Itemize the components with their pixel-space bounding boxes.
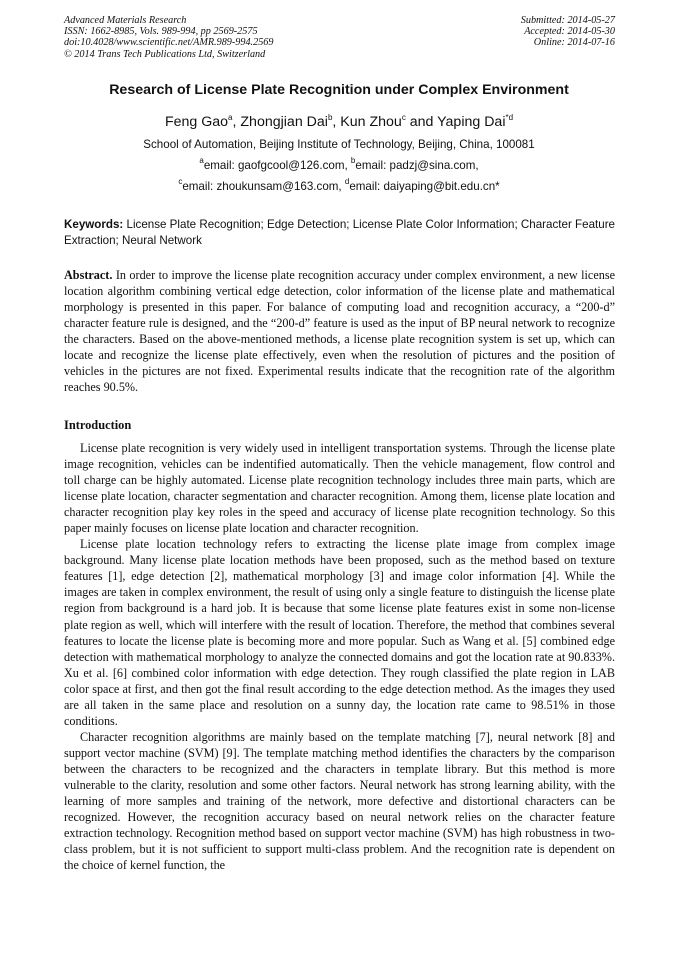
author-name: Zhongjian Dai	[240, 114, 328, 130]
email-b: email: padzj@sina.com,	[355, 159, 479, 172]
email-mark-b: b	[350, 156, 356, 165]
paragraph: Character recognition algorithms are mainly based on the template matching [7], neural network [8] and support vector machine (SVM) [9]. The template matching method identifies the characters by the comparison between the characters to be recognized and the characters in template library. But this method is more vulnerable to the clarity, resolution and some other factors. Neural network has strong learning ability, with the learning of more samples and training of the network, more defective and distortional characters can be recognized. However, the recognition accuracy based on neural network relies on the character feature extraction technology. Recognition method based on support vector machine (SVM) has high robustness in two-class problem, but it is not sufficient to support multi-class problem. And the recognition rate is dependent on the choice of kernel function, the	[64, 729, 615, 873]
affiliation: School of Automation, Beijing Institute of Technology, Beijing, China, 100081	[143, 138, 535, 151]
journal-copyright: © 2014 Trans Tech Publications Ltd, Switzerland	[64, 48, 266, 60]
author-name: Yaping Dai	[437, 114, 506, 130]
dates-header	[521, 15, 615, 49]
abstract-label: Abstract.	[64, 268, 113, 282]
email-a: email: gaofgcool@126.com,	[203, 159, 351, 172]
author-mark: a	[228, 113, 233, 122]
email-mark-a: a	[199, 156, 204, 165]
author-name: Kun Zhou	[340, 114, 402, 130]
keywords	[64, 217, 616, 248]
author-mark: *d	[505, 113, 514, 122]
submitted-date: Submitted: 2014-05-27	[520, 15, 615, 26]
journal-header	[64, 15, 273, 60]
introduction-body	[64, 440, 615, 873]
paragraph: License plate recognition is very widely used in intelligent transportation systems. Through the license plate image recognition, vehicles can be indentified automatically. Then the vehicle management, flow control and toll charge can be highly automated. License plate recognition technology includes three main parts, which are license plate location, character segmentation and character recognition. Among them, license plate location and character recognition play key roles in the speed and accuracy of license plate recognition technology. So this paper mainly focuses on license plate location and character recognition.	[64, 441, 615, 536]
author-separator: and	[405, 114, 438, 130]
keywords-label: Keywords:	[64, 218, 124, 231]
journal-doi: doi:10.4028/www.scientific.net/AMR.989-994.2569	[64, 37, 274, 49]
author-mark: b	[327, 113, 333, 122]
paper-title: Research of License Plate Recognition under Complex Environment	[109, 82, 569, 98]
email-line-2	[30, 177, 648, 193]
journal-name: Advanced Materials Research	[64, 15, 187, 26]
paragraph: License plate location technology refers to extracting the license plate image from complex image background. Many license plate location methods have been proposed, such as the method based on texture features [1], edge detection [2], mathematical morphology [3] and image color information [4]. While the images are taken in complex environment, the result of using only a single feature to distinguish the license plate region from background is a hard job. It is because that some license plate features exist in some non-license plate region as well, which will interfere with the result of location. Therefore, the method that combines several features to locate the license plate is becoming more and more popular. Such as Wang et al. [5] combined edge detection with mathematical morphology to analyze the connected domains and got the location rate at 90.833%. Xu et al. [6] combined color information with edge detection. They rough classified the plate region in LAB color space at first, and then got the final result according to the edge detection method. As the images they used are all taken in the same place and resolution on a sunny day, the location rate came to 98.51% in those conditions.	[64, 537, 615, 728]
abstract	[64, 267, 615, 395]
author-separator: ,	[232, 114, 241, 130]
email-line-1	[30, 156, 648, 172]
email-d: email: daiyaping@bit.edu.cn*	[349, 180, 500, 193]
email-mark-d: d	[344, 177, 350, 186]
author-list	[30, 114, 648, 130]
keywords-text: License Plate Recognition; Edge Detection; License Plate Color Information; Character Feature Extraction; Neural Network	[64, 218, 615, 247]
email-mark-c: c	[178, 177, 183, 186]
author-mark: c	[401, 113, 406, 122]
abstract-text: In order to improve the license plate recognition accuracy under complex environment, a new license location algorithm combining vertical edge detection, color information of the license plate and mathematical morphology is presented in this paper. For balance of computing load and recognition accuracy, a “200-d” character feature rule is designed, and the “200-d” feature is used as the input of BP neural network to recognize the characters. Based on the above-mentioned methods, a license plate recognition system is set up, which can locate and recognize the license plate effectively, even when the resolution of pictures and the position of vehicles in the pictures are not fixed. Experimental results indicate that the recognition rate of the algorithm reaches 90.5%.	[64, 268, 615, 395]
author-separator: ,	[332, 114, 341, 130]
email-c: email: zhoukunsam@163.com,	[182, 180, 345, 193]
online-date: Online: 2014-07-16	[533, 37, 615, 49]
section-heading: Introduction	[64, 418, 132, 432]
journal-issn: ISSN: 1662-8985, Vols. 989-994, pp 2569-2575	[64, 26, 258, 38]
author-name: Feng Gao	[164, 114, 229, 130]
accepted-date: Accepted: 2014-05-30	[524, 26, 615, 38]
